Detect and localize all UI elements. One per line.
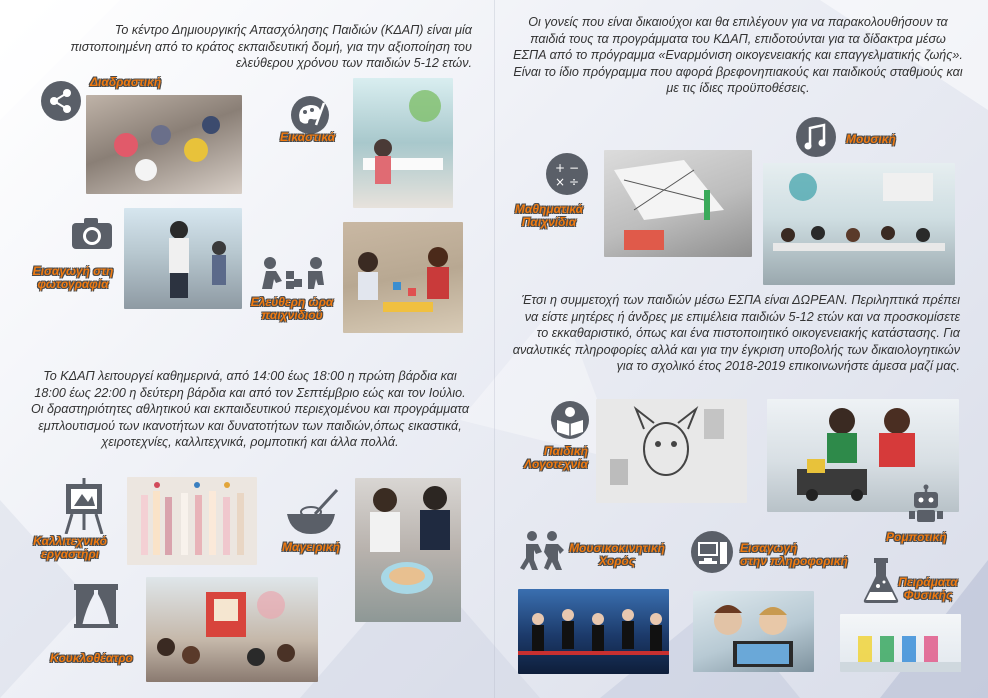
- label-visual-arts: Εικαστικά: [280, 130, 336, 144]
- photo-interactive: [86, 95, 242, 194]
- photo-photography: [124, 208, 242, 309]
- kids-playing-icon: [258, 255, 328, 291]
- free-participation-paragraph: Έτσι η συμμετοχή των παιδιών μέσω ΕΣΠΑ είναι ΔΩΡΕΑΝ. Περιληπτικά πρέπει να είστε μητέρες ή άνδρες με επιμέλεια παιδιών 5-12 ετών και να προσκομίσετε το εκκαθαριστικό, όπως και ένα πιστοποιητικό οικογενειακής κατάστασης. Για αναλυτικές πληροφορίες αλλά και για την έγκριση υποβολής των δικαιολογητικών για το σχολικό έτος 2018-2019 επικοινωνήστε άμεσα μαζί μας.: [512, 293, 960, 373]
- photo-free-play: [343, 222, 463, 333]
- photo-computers: [693, 591, 814, 672]
- label-free-play-line2: παιχνιδιού: [261, 308, 323, 322]
- label-literature: [514, 445, 588, 471]
- photo-visual-arts: [353, 78, 453, 208]
- label-dance-line2: Χορός: [598, 554, 636, 568]
- label-math-line2: Παιχνίδια: [521, 215, 577, 229]
- label-music: Μουσική: [846, 132, 896, 146]
- page-fold: [494, 0, 495, 698]
- label-dance: [564, 542, 670, 568]
- label-cooking: Μαγειρική: [282, 540, 340, 554]
- reading-book-icon: [550, 400, 590, 440]
- parents-paragraph: Οι γονείς που είναι δικαιούχοι και θα επιλέγουν για να παρακολουθήσουν τα παιδιά τους τα προγράμματα του ΚΔΑΠ, επιδοτούνται για τα δίδακτρα μέσω ΕΣΠΑ από το πρόγραμμα «Εναρμόνιση οικογενειακής και επαγγελματικής ζωής». Είναι το ίδιο πρόγραμμα που αφορά βρεφονηπιακούς και παιδικούς σταθμούς και με τις ίδιες προϋποθέσεις.: [513, 15, 963, 95]
- photo-puppet-theatre: [146, 577, 318, 682]
- theater-curtain-icon: [72, 582, 120, 630]
- label-puppet-theatre: Κουκλοθέατρο: [50, 651, 133, 665]
- photo-literature: [596, 399, 747, 503]
- mixing-bowl-icon: [285, 488, 341, 536]
- label-math-line1: Μαθηματικά: [514, 202, 584, 216]
- label-math-games: [506, 203, 592, 229]
- photo-dance: [518, 589, 669, 674]
- svg-text:×: ×: [555, 175, 566, 189]
- label-free-play-line1: Ελεύθερη ώρα: [250, 295, 334, 309]
- label-art-lab: [22, 535, 118, 561]
- label-literature-line1: Παιδική: [543, 444, 588, 458]
- label-photography: [28, 265, 118, 291]
- intro-paragraph: Το κέντρο Δημιουργικής Απασχόλησης Παιδιών (ΚΔΑΠ) είναι μία πιστοποιημένη από το κράτος εκπαιδευτική δομή, για την αξιοποίηση του ελεύθερου χρόνου των παιδιών 5-12 ετών.: [70, 23, 472, 70]
- svg-text:−: −: [569, 161, 580, 175]
- label-dance-line1: Μουσικοκινητική: [569, 541, 665, 555]
- label-physics: [893, 576, 963, 602]
- svg-text:+: +: [555, 161, 566, 175]
- photo-music: [763, 163, 955, 285]
- computer-icon: [690, 530, 734, 574]
- label-physics-line2: Φυσικής: [903, 588, 953, 602]
- label-art-lab-line1: Καλλιτεχνικό: [33, 534, 107, 548]
- calculator-icon: [545, 152, 589, 196]
- camera-icon: [70, 215, 114, 251]
- label-photography-line1: Εισαγωγή στη: [32, 264, 114, 278]
- label-photography-line2: φωτογραφία: [37, 277, 109, 291]
- share-icon: [40, 80, 82, 122]
- label-computers-line1: Εισαγωγή: [740, 541, 798, 555]
- label-free-play: [246, 296, 338, 322]
- label-physics-line1: Πειράματα: [898, 575, 958, 589]
- svg-text:÷: ÷: [569, 175, 580, 189]
- photo-art-lab: [127, 477, 257, 565]
- robot-icon: [906, 484, 946, 524]
- photo-cooking: [355, 478, 461, 622]
- music-note-icon: [795, 116, 837, 158]
- label-robotics: Ρομποτική: [886, 530, 947, 544]
- label-computers-line2: στην πληροφορική: [740, 554, 848, 568]
- photo-math-games: [604, 150, 752, 257]
- dancing-kids-icon: [520, 530, 564, 570]
- photo-physics: [840, 614, 961, 672]
- label-literature-line2: Λογοτεχνία: [524, 457, 588, 471]
- label-computers: [740, 542, 856, 568]
- label-interactive: Διαδραστική: [90, 75, 162, 89]
- schedule-paragraph: Το ΚΔΑΠ λειτουργεί καθημερινά, από 14:00 έως 18:00 η πρώτη βάρδια και 18:00 έως 22:00 η δεύτερη βάρδια και από τον Σεπτέμβριο εώς και τον Ιούλιο. Οι δραστηριότητες αθλητικού και εκπαιδευτικού περιεχομένου και προγράμματα εμπλουτισμού των ικανοτήτων και δυνατοτήτων των παιδιών,όπως εικαστικά, χειροτεχνίες, καλλιτεχνικά, ρομποτική και άλλα πολλά.: [30, 369, 470, 449]
- easel-icon: [62, 478, 106, 534]
- label-art-lab-line2: εργαστήρι: [41, 547, 99, 561]
- palette-icon: [290, 95, 330, 135]
